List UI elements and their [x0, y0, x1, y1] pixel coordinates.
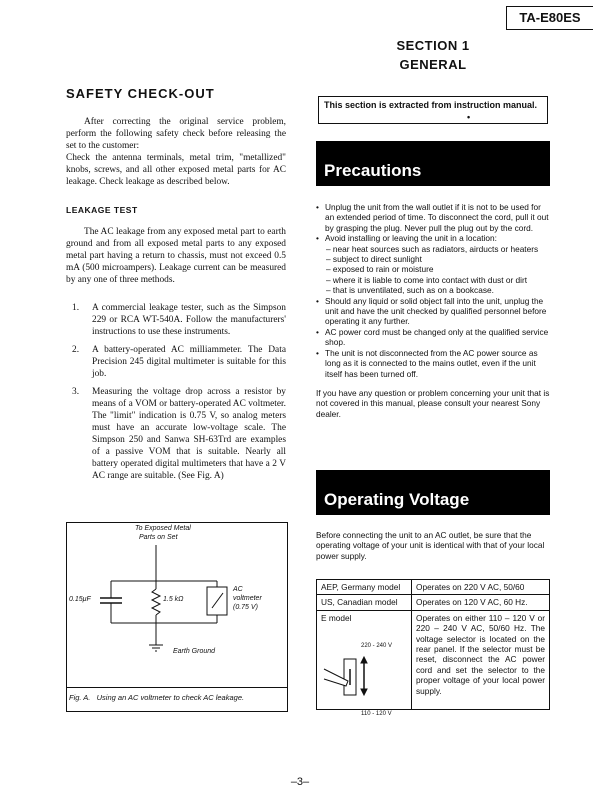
step-text: A commercial leakage tester, such as the Simpson 229 or RCA WT-540A. Follow the manufacturers' instructions to use these instruments. — [92, 303, 286, 337]
leakage-methods-list — [72, 302, 286, 488]
e-model-label: E model — [321, 612, 352, 623]
location-sublist — [325, 244, 550, 296]
spec-cell: Operates on 220 V AC, 50/60 — [412, 580, 550, 595]
list-item — [316, 296, 550, 327]
selector-high-label: 220 - 240 V — [361, 642, 393, 649]
sublist-item: – subject to direct sunlight — [326, 254, 422, 265]
table-row — [317, 595, 550, 610]
page-number: –3– — [290, 776, 310, 788]
list-item — [316, 202, 550, 233]
voltage-selector-icon — [322, 655, 376, 701]
sublist-item: – where it is liable to come into contact with dust or dirt — [326, 274, 528, 285]
resistor-label: 1.5 kΩ — [163, 596, 184, 603]
operating-voltage-banner — [316, 470, 550, 515]
precautions-banner — [316, 141, 550, 186]
sublist-item: – that is unventilated, such as on a bookcase. — [326, 285, 494, 296]
precautions-section — [316, 202, 550, 419]
precaution-text: The unit is not disconnected from the AC power source as long as it is connected to the mains outlet, even if the unit itself has been turned off. — [325, 347, 538, 379]
precaution-text: Should any liquid or solid object fall into the unit, unplug the unit and have the unit checked by qualified personnel before operating it any further. — [325, 295, 547, 327]
spec-cell: Operates on 120 V AC, 60 Hz. — [412, 595, 550, 610]
precaution-text: Unplug the unit from the wall outlet if it is not to be used for an extended period of time. To disconnect the cord, pull it out by grasping the plug. Never pull the plug out by the cord. — [325, 202, 549, 233]
list-item — [316, 348, 550, 379]
note-text: This section is extracted from instruction manual. — [324, 100, 538, 110]
meter-label-reading: (0.75 V) — [233, 604, 258, 611]
note-mark: • — [467, 112, 471, 122]
step-number: 3. — [72, 387, 80, 397]
precautions-list — [316, 202, 550, 379]
table-row — [317, 580, 550, 595]
safety-intro-1: After correcting the original service problem, perform the following safety check before releasing the set to the customer: — [66, 117, 286, 151]
voltage-table — [316, 579, 550, 717]
meter-label-voltmeter: voltmeter — [233, 595, 262, 602]
step-number: 1. — [72, 303, 80, 313]
model-number: TA-E80ES — [506, 6, 593, 30]
figure-label-parts-on-set: Parts on Set — [139, 534, 178, 541]
precaution-text: Avoid installing or leaving the unit in a location: — [325, 233, 497, 244]
precautions-footer: If you have any question or problem concerning your unit that is not covered in this manual, please consult your nearest Sony dealer. — [316, 387, 550, 419]
safety-intro-2: Check the antenna terminals, metal trim, "metallized" knobs, screws, and all other exposed metal parts for AC leakage. Check leakage as described below. — [66, 153, 286, 187]
caption-divider — [67, 687, 287, 688]
figure-label-exposed-metal: To Exposed Metal — [135, 525, 191, 532]
operating-voltage-intro: Before connecting the unit to an AC outlet, be sure that the operating voltage of your unit is identical with that of your local power supply. — [316, 530, 545, 561]
earth-ground-label: Earth Ground — [173, 648, 216, 655]
list-item — [316, 233, 550, 295]
sublist-item: – exposed to rain or moisture — [326, 264, 434, 275]
list-item — [72, 386, 286, 482]
operating-voltage-title: Operating Voltage — [324, 490, 470, 509]
step-text: Measuring the voltage drop across a resistor by means of a VOM or battery-operated AC voltmeter. The "limit" indication is 0.75 V, so analog meters must have an accurate low-voltage scale. The Simpson 250 and Sanwa SH-63Trd are examples of a passive VOM that is suitable. Nearly all battery operated digital multimeters that have a 2 V AC range are suitable. (See Fig. A) — [92, 387, 286, 481]
meter-label-ac: AC — [233, 586, 243, 593]
step-number: 2. — [72, 345, 80, 355]
sublist-item: – near heat sources such as radiators, airducts or heaters — [326, 243, 539, 254]
selector-low-label: 110 - 120 V — [361, 710, 392, 717]
list-item — [316, 327, 550, 348]
table-row — [317, 610, 550, 709]
model-cell — [317, 610, 412, 717]
precautions-title: Precautions — [324, 161, 422, 180]
figure-caption: Fig. A. Using an AC voltmeter to check AC leakage. — [69, 693, 245, 702]
list-item — [72, 344, 286, 380]
model-cell: US, Canadian model — [317, 595, 412, 610]
step-text: A battery-operated AC milliammeter. The Data Precision 245 digital multimeter is suitable for this job. — [92, 345, 286, 379]
section-number: SECTION 1 — [396, 38, 470, 53]
model-cell: AEP, Germany model — [317, 580, 412, 595]
spec-cell: Operates on either 110 – 120 V or 220 – 240 V AC, 50/60 Hz. The voltage selector is located on the rear panel. If the selector must be reset, disconnect the AC power cord and set the selector to the proper voltage of your local power supply. — [412, 610, 550, 709]
safety-checkout-heading: SAFETY CHECK-OUT — [66, 86, 215, 101]
leakage-test-heading: LEAKAGE TEST — [66, 205, 138, 215]
precaution-text: AC power cord must be changed only at the qualified service shop. — [325, 326, 549, 348]
list-item — [72, 302, 286, 338]
instruction-manual-note — [318, 96, 548, 124]
capacitor-label: 0.15μF — [69, 596, 91, 603]
leakage-circuit-diagram — [67, 523, 287, 711]
section-title: GENERAL — [399, 57, 467, 72]
figure-a — [66, 522, 288, 712]
leakage-test-body: The AC leakage from any exposed metal part to earth ground and from all exposed metal parts to any exposed metal part having a return to chassis, must not exceed 0.5 mA (500 microampers). Leakage current can be measured by any one of three methods. — [66, 227, 286, 285]
